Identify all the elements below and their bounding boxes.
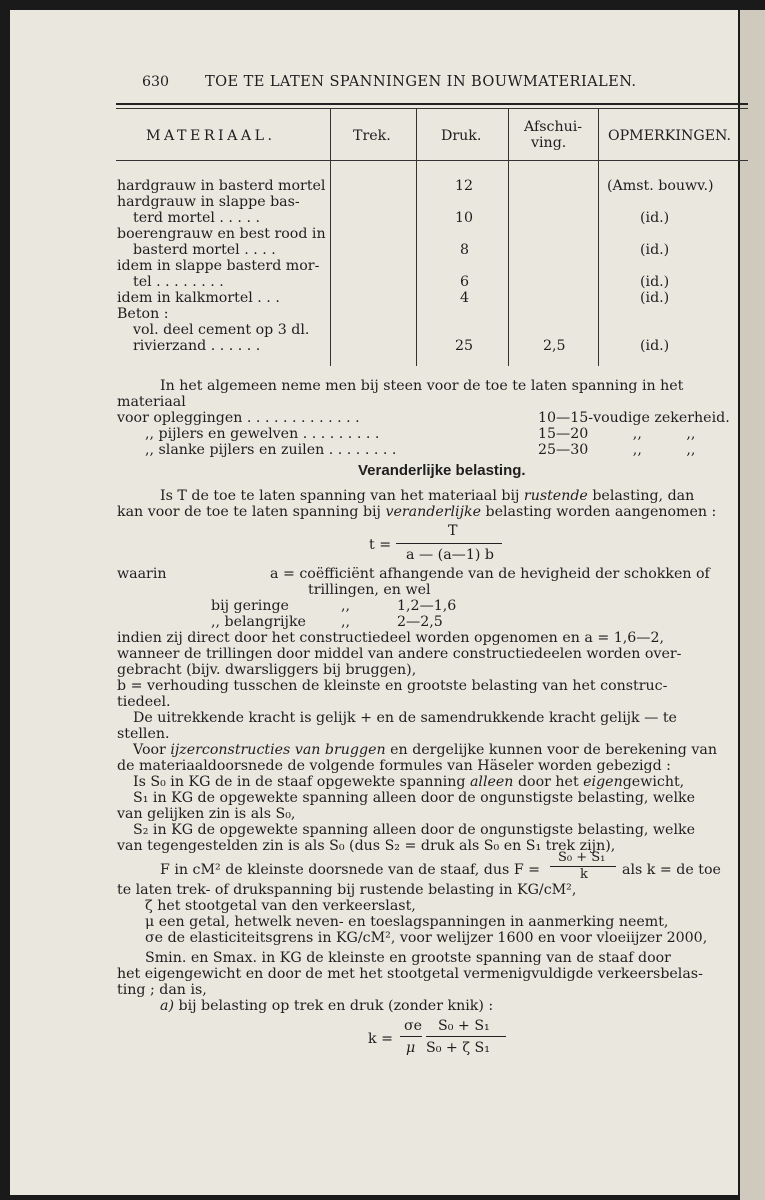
body-text: van tegengestelden zin is als S₀ (dus S₂ = druk als S₀ en S₁ trek zijn), [117,838,616,854]
safety-row-range: 25—30 ,, ,, [538,442,696,458]
body-text: bij geringe [211,598,289,614]
body-text: indien zij direct door het constructiedeel worden opgenomen en a = 1,6—2, [117,630,665,646]
body-text: S₂ in KG de opgewekte spanning alleen door de ongunstigste belasting, welke [133,822,695,838]
formula-numerator: S₀ + S₁ [438,1018,490,1034]
body-text: Is S₀ in KG de in de staaf opgewekte spanning alleen door het eigengewicht, [133,774,685,790]
body-text: stellen. [117,726,170,742]
table-col-divider [330,108,331,366]
row-material: vol. deel cement op 3 dl. [133,322,310,338]
formula-numerator: T [448,523,458,539]
body-text: b = verhouding tusschen de kleinste en grootste belasting van het construc- [117,678,668,694]
formula-lhs: t = [369,537,392,553]
row-druk: 4 [460,290,470,306]
table-top-rule [116,103,748,105]
row-material: basterd mortel . . . . [133,242,276,258]
body-text: ting ; dan is, [117,982,207,998]
body-text: te laten trek- of drukspanning bij rustende belasting in KG/cM², [117,882,577,898]
col-header-materiaal: MATERIAAL. [146,128,276,144]
body-text: de materiaaldoorsnede de volgende formules van Häseler worden gebezigd : [117,758,671,774]
ditto-mark: ,, [341,614,351,630]
row-afschuiving: 2,5 [543,338,566,354]
body-text: In het algemeen neme men bij steen voor de toe te laten spanning in het [160,378,684,394]
row-material: idem in kalkmortel . . . [117,290,280,306]
table-col-divider [416,108,417,366]
body-text: van gelijken zin is als S₀, [117,806,296,822]
safety-row-label: voor opleggingen . . . . . . . . . . . . . [117,410,360,426]
body-text: De uitrekkende kracht is gelijk + en de samendrukkende kracht gelijk — te [133,710,677,726]
body-text: waarin [117,566,167,582]
body-text: 1,2—1,6 [397,598,457,614]
table-col-divider [508,108,509,366]
section-heading: Veranderlijke belasting. [358,462,526,479]
body-text: trillingen, en wel [308,582,431,598]
row-material: hardgrauw in slappe bas- [117,194,300,210]
row-remark: (id.) [640,242,670,258]
table-top-rule-2 [116,108,748,109]
col-header-afschuiving: Afschui- [524,119,583,135]
body-text: Smin. en Smax. in KG de kleinste en grootste spanning van de staaf door [145,950,671,966]
ditto-mark: ,, [341,598,351,614]
body-text: μ een getal, hetwelk neven- en toeslagspanningen in aanmerking neemt, [145,914,669,930]
body-text: ζ het stootgetal van den verkeerslast, [145,898,416,914]
row-druk: 25 [455,338,474,354]
col-header-trek: Trek. [353,128,391,144]
table-header-rule [116,160,748,161]
safety-row-label: ,, pijlers en gewelven . . . . . . . . . [145,426,380,442]
safety-row-label: ,, slanke pijlers en zuilen . . . . . . . . [145,442,397,458]
formula-denominator: S₀ + ζ S₁ [426,1040,490,1056]
formula-numerator: S₀ + S₁ [558,850,606,865]
row-druk: 12 [455,178,474,194]
row-material: boerengrauw en best rood in [117,226,326,242]
fraction-bar [396,543,502,544]
safety-row-range: 15—20 ,, ,, [538,426,696,442]
body-text: gebracht (bijv. dwarsliggers bij bruggen), [117,662,417,678]
page-number: 630 [142,74,170,90]
body-text: 2—2,5 [397,614,443,630]
formula-denominator: k [580,867,588,882]
body-text: het eigengewicht en door de met het stootgetal vermenigvuldigde verkeersbelas- [117,966,703,982]
row-remark: (id.) [640,210,670,226]
formula-numerator: σe [404,1018,423,1034]
row-material: idem in slappe basterd mor- [117,258,320,274]
body-text: materiaal [117,394,186,410]
row-material: Beton : [117,306,169,322]
formula-lhs: k = [368,1031,393,1047]
col-header-druk: Druk. [441,128,482,144]
row-material: tel . . . . . . . . [133,274,224,290]
col-header-afschuiving-2: ving. [531,135,567,151]
table-col-divider [598,108,599,366]
row-remark: (id.) [640,274,670,290]
body-text: a = coëfficiënt afhangende van de hevigheid der schokken of [270,566,710,582]
formula-denominator: μ [406,1040,416,1056]
row-material: hardgrauw in basterd mortel [117,178,326,194]
body-text: als k = de toe [622,862,721,878]
body-text: wanneer de trillingen door middel van andere constructiedeelen worden over- [117,646,682,662]
book-edge [740,10,765,1200]
body-text: F in cM² de kleinste doorsnede van de staaf, dus F = [160,862,541,878]
body-text: kan voor de toe te laten spanning bij veranderlijke belasting worden aangenomen : [117,504,717,520]
row-material: rivierzand . . . . . . [133,338,261,354]
col-header-opmerkingen: OPMERKINGEN. [608,128,732,144]
safety-row-range: 10—15-voudige zekerheid. [538,410,730,426]
row-druk: 8 [460,242,470,258]
fraction-bar [426,1036,506,1037]
formula-denominator: a — (a—1) b [406,547,494,563]
body-text: σe de elasticiteitsgrens in KG/cM², voor welijzer 1600 en voor vloeiijzer 2000, [145,930,708,946]
body-text: a) bij belasting op trek en druk (zonder knik) : [160,998,494,1014]
fraction-bar [400,1036,422,1037]
row-remark: (Amst. bouwv.) [607,178,714,194]
row-druk: 10 [455,210,474,226]
row-remark: (id.) [640,290,670,306]
body-text: Is T de toe te laten spanning van het materiaal bij rustende belasting, dan [160,488,695,504]
row-remark: (id.) [640,338,670,354]
row-druk: 6 [460,274,470,290]
body-text: tiedeel. [117,694,171,710]
body-text: ,, belangrijke [211,614,306,630]
row-material: terd mortel . . . . . [133,210,260,226]
body-text: S₁ in KG de opgewekte spanning alleen door de ongunstigste belasting, welke [133,790,695,806]
running-title: TOE TE LATEN SPANNINGEN IN BOUWMATERIALEN. [205,73,637,90]
body-text: Voor ijzerconstructies van bruggen en dergelijke kunnen voor de berekening van [133,742,718,758]
